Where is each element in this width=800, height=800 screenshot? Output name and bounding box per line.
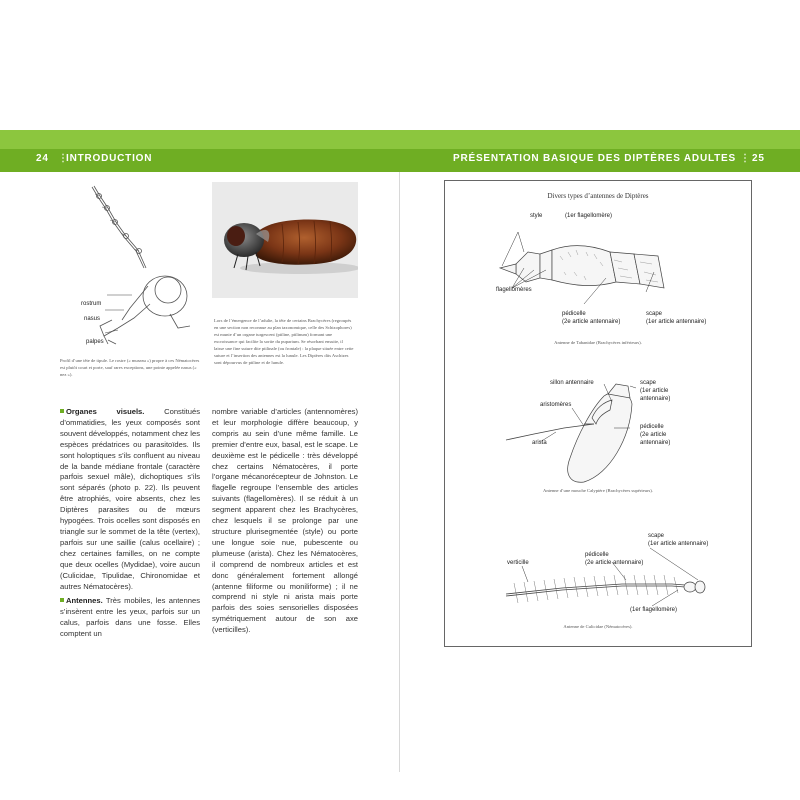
figure1-caption: Profil d’une tête de tipule. Le rostre (« museau ») propre à ces Nématocères est plutôt court et porte, sauf rares exceptions, une pointe appelée nasus (« nez »). — [60, 358, 200, 377]
figure-title: Divers types d’antennes de Diptères — [547, 192, 649, 200]
right-header-separator: ⋮ — [740, 153, 751, 164]
tabanidae-caption: Antenne de Tabanidae (Brachycères inférieurs). — [554, 340, 642, 345]
caly-label-aristomeres: aristomères — [540, 402, 572, 408]
culicidae-caption: Antenne de Culicidae (Nématocères). — [563, 624, 633, 629]
culi-label-pedicelle: pédicelle — [585, 552, 609, 558]
organes-visuels-paragraph — [60, 407, 200, 592]
bullet-square — [60, 598, 64, 602]
left-header-separator: ⋮ — [58, 153, 69, 164]
leader-lines-fig1 — [98, 290, 138, 340]
tab-label-pedicelle-sub: (2e article antennaire) — [562, 319, 621, 325]
organes-visuels-heading: Organes visuels. — [66, 407, 145, 416]
culi-label-scape: scape — [648, 533, 665, 539]
page-gutter — [399, 172, 400, 772]
caly-label-scape-sub1: (1er article — [640, 388, 669, 394]
antennes-paragraph — [60, 596, 200, 640]
label-nasus: nasus — [84, 316, 101, 322]
left-section-title: INTRODUCTION — [66, 153, 153, 164]
caly-label-sillon: sillon antennaire — [550, 380, 594, 386]
tab-label-pedicelle: pédicelle — [562, 311, 586, 317]
emerging-fly-photo — [212, 182, 358, 298]
caly-label-scape: scape — [640, 380, 657, 386]
tab-label-scape: scape — [646, 311, 663, 317]
caly-label-arista: arista — [532, 440, 547, 446]
right-section-title: PRÉSENTATION BASIQUE DES DIPTÈRES ADULTES — [452, 153, 736, 164]
tabanidae-antenna-drawing — [494, 222, 674, 312]
right-page-number: 25 — [752, 153, 765, 164]
tab-label-scape-sub: (1er article antennaire) — [646, 319, 707, 325]
antennes-text: Très mobiles, les antennes s’insèrent entre les yeux, parfois sur un calus, parfois dans une fosse. Elles comptent un — [60, 596, 200, 639]
culi-label-scape-sub: (1er article antennaire) — [648, 541, 709, 547]
label-rostrum: rostrum — [81, 301, 102, 307]
culi-label-first-flagellomere: (1er flagellomère) — [630, 607, 678, 613]
organes-visuels-text: Constitués d’ommatidies, les yeux composés sont souvent développés, notamment chez les espèces prédatrices ou parasitoïdes. Ils sont holoptiques s’ils confluent au niveau de la bande médiane frontale (caractère parfois sexuel mâle), dichoptiques s’ils sont séparés (photo p. 22). Ils peuvent être atrophiés, voire absents, chez les Diptères parasites ou de mœurs hypogées. Trois ocelles sont disposés en triangle sur le sommet de la tête (vertex), parfois sur une saillie (calus ocellaire) ; chez certaines familles, on ne compte que deux ocelles (Mydidae), voire aucun (Culicidae, Tipulidae, Chironomidae et autres Nématocères). — [60, 407, 200, 591]
culi-label-verticille: verticille — [507, 560, 529, 566]
figure2-caption: Lors de l’émergence de l’adulte, la tête de certains Brachycères (regroupés en une section non reconnue au plan taxonomique, celle des Schizophores) est munie d’un organe turgescent (ptiline, ptilinum) formant une excroissance qui facilite la sortie du puparium. Se résorbant ensuite, il laisse une fine suture dite ptilinale (ou frontale) : la plaque située entre cette suture et l’insertion des antennes est la lunule. Les Diptères dits Aschizes sont dépourvus de ptiline et de lunule. — [214, 318, 354, 365]
antennes-heading: Antennes. — [66, 596, 103, 606]
tab-label-flagellomeres: flagellomères — [496, 287, 532, 293]
calyptere-caption: Antenne d’une mouche Calyptère (Brachycères supérieurs). — [543, 488, 653, 493]
caly-label-pedicelle-sub2: antennaire) — [640, 440, 671, 446]
left-page-number: 24 — [36, 153, 49, 164]
culi-label-pedicelle-sub: (2e article antennaire) — [585, 560, 644, 566]
caly-label-scape-sub2: antennaire) — [640, 396, 671, 402]
caly-label-pedicelle: pédicelle — [640, 424, 664, 430]
text-column-1 — [60, 407, 200, 640]
tab-label-style: style — [530, 213, 543, 219]
text-column-2: nombre variable d’articles (antennomères) et leur morphologie diffère beaucoup, y compris au sein d’une même famille. Le premier d’entre eux, basal, est le scape. Le deuxième est le pédicelle : très développé chez certains Nématocères, il porte l’organe mécanorécepteur de Johnston. Le flagelle regroupe l’ensemble des articles suivants (flagellomères). Il se réduit à un segment apparent chez les Brachycères, chez lesquels il se prolonge par une structure plurisegmentée (style) ou porte une longue soie nue, pubescente ou plumeuse (arista). Chez les Nématocères, il comprend de nombreux articles et est donc généralement fortement allongé (antenne filiforme ou moniliforme) ; il ne comprend ni style ni arista mais porte parfois des soies sensorielles disposées symétriquement autour de son axe (verticilles). — [212, 407, 358, 635]
bullet-square — [60, 409, 64, 413]
caly-label-pedicelle-sub1: (2e article — [640, 432, 667, 438]
label-palpes: palpes — [86, 339, 104, 345]
tab-label-first-flagellomere: (1er flagellomère) — [565, 213, 613, 219]
